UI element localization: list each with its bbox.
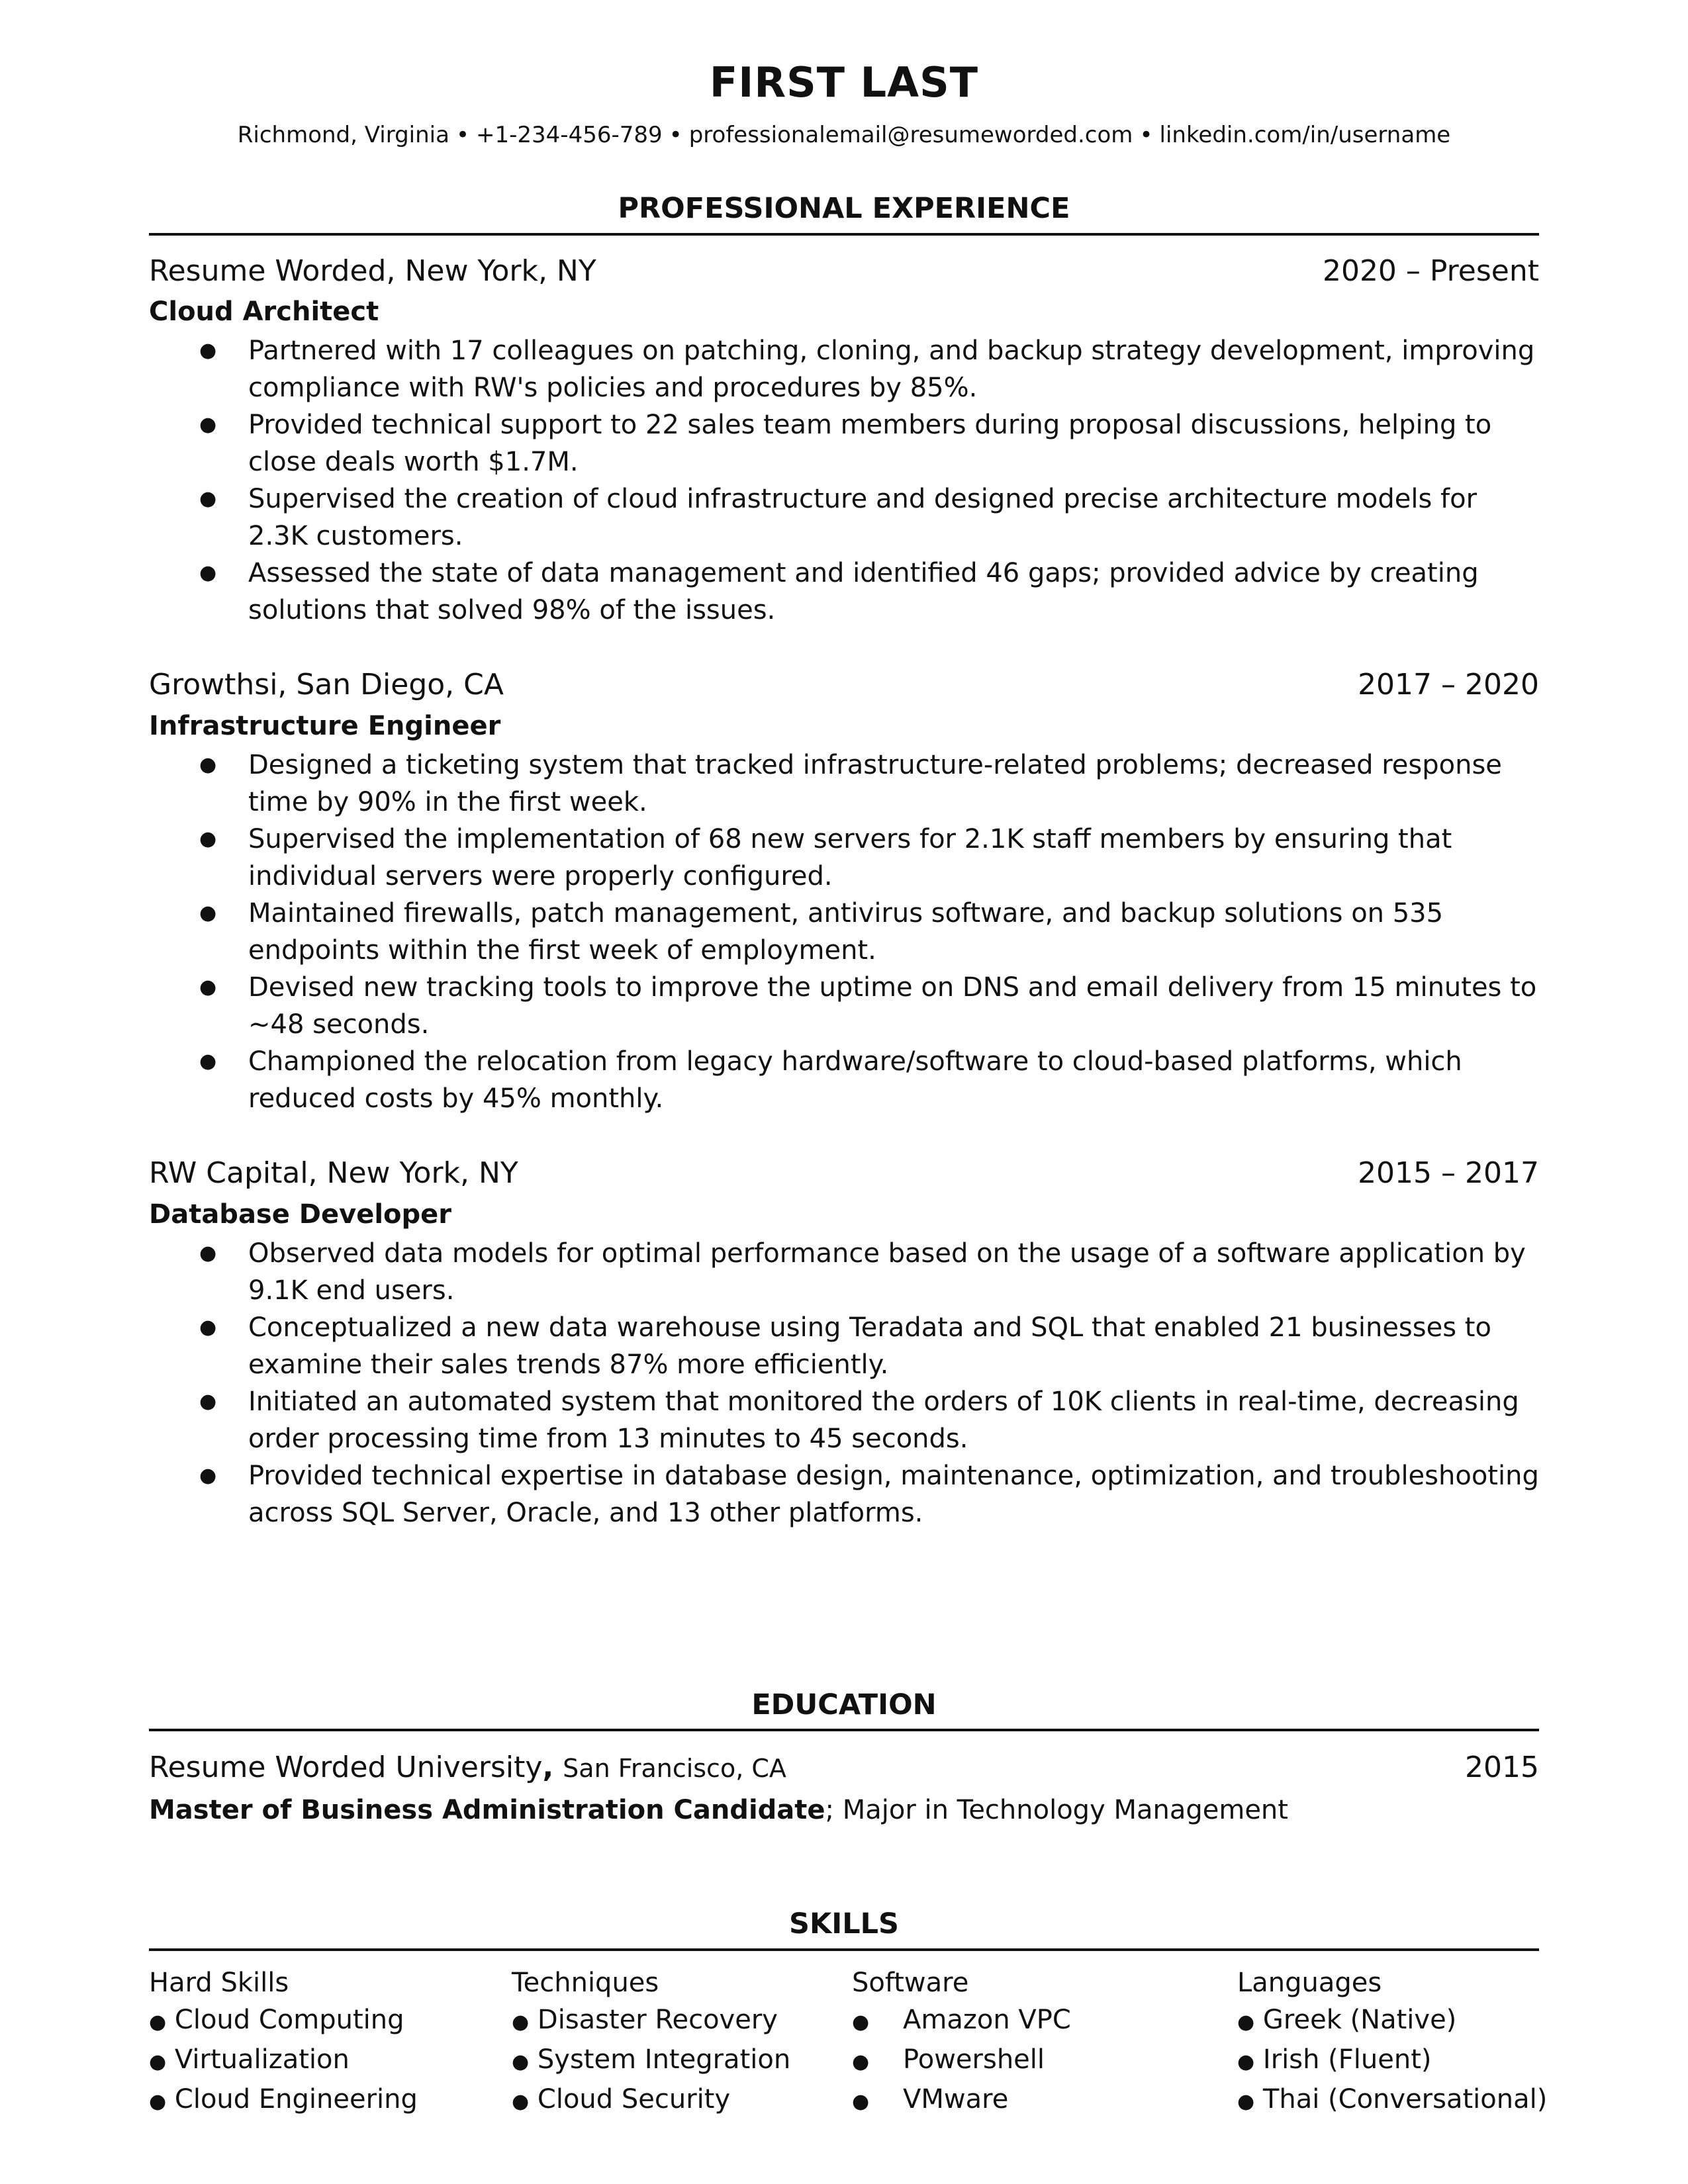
- bullet-icon: ●: [199, 827, 217, 850]
- bullet-icon: ●: [199, 1390, 217, 1413]
- skill-item: [149, 2001, 418, 2041]
- skills-column-heading: Software: [852, 1968, 969, 1998]
- education-school-line: [149, 1751, 786, 1784]
- skill-item: [1237, 2081, 1547, 2120]
- skills-column-hard-skills: [149, 1964, 418, 2120]
- list-item: [149, 332, 1539, 406]
- section-divider: [149, 1729, 1539, 1731]
- bullet-text: Supervised the creation of cloud infrastructure and designed precise architecture models for 2.3K customers.: [248, 484, 1477, 551]
- skill-item: [852, 2041, 1071, 2081]
- skill-item: [512, 2041, 790, 2081]
- skills-column-techniques: [512, 1964, 790, 2120]
- skill-item: [512, 2001, 790, 2041]
- bullet-icon: ●: [199, 339, 217, 362]
- skill-item: [852, 2081, 1071, 2120]
- job-role: Database Developer: [149, 1199, 452, 1230]
- bullet-icon: ●: [199, 901, 217, 925]
- skill-label: Virtualization: [174, 2044, 350, 2075]
- bullet-icon: ●: [512, 2011, 530, 2034]
- job-company: RW Capital, New York, NY: [149, 1156, 518, 1190]
- bullet-icon: ●: [199, 976, 217, 999]
- skills-column-languages: [1237, 1964, 1547, 2120]
- bullet-icon: ●: [852, 2011, 870, 2034]
- contact-location: Richmond, Virginia: [237, 122, 449, 148]
- bullet-icon: ●: [512, 2050, 530, 2073]
- bullet-icon: ●: [199, 1464, 217, 1487]
- candidate-name: FIRST LAST: [709, 58, 979, 107]
- bullet-icon: ●: [512, 2090, 530, 2113]
- skill-label: VMware: [903, 2084, 1009, 2115]
- skills-column-heading: Hard Skills: [149, 1968, 289, 1998]
- education-major: Major in Technology Management: [842, 1795, 1288, 1825]
- job-dates: 2015 – 2017: [1358, 1156, 1539, 1190]
- list-item: [149, 1043, 1539, 1117]
- list-item: [149, 969, 1539, 1043]
- education-location: San Francisco, CA: [563, 1754, 786, 1783]
- skill-item: [1237, 2001, 1547, 2041]
- bullet-icon: ●: [199, 1242, 217, 1265]
- contact-email[interactable]: professionalemail@resumeworded.com: [688, 122, 1133, 148]
- skills-column-heading: Techniques: [512, 1968, 659, 1998]
- list-item: [149, 555, 1539, 629]
- bullet-text: Designed a ticketing system that tracked infrastructure-related problems; decreased response time by 90% in the first week.: [248, 750, 1502, 817]
- skill-item: [852, 2001, 1071, 2041]
- contact-separator: •: [669, 122, 682, 148]
- skill-label: Amazon VPC: [903, 2005, 1071, 2035]
- education-degree-line: [149, 1795, 1539, 1825]
- job-company: Growthsi, San Diego, CA: [149, 668, 504, 702]
- list-item: [149, 480, 1539, 555]
- section-title-experience: PROFESSIONAL EXPERIENCE: [618, 192, 1070, 225]
- bullet-icon: ●: [199, 413, 217, 436]
- contact-separator: •: [1139, 122, 1153, 148]
- job-dates: 2017 – 2020: [1358, 668, 1539, 702]
- bullet-text: Devised new tracking tools to improve the uptime on DNS and email delivery from 15 minutes to ~48 seconds.: [248, 972, 1537, 1040]
- skill-label: Greek (Native): [1262, 2005, 1457, 2035]
- bullet-icon: ●: [1237, 2090, 1255, 2113]
- list-item: [149, 895, 1539, 969]
- bullet-icon: ●: [1237, 2011, 1255, 2034]
- contact-separator: •: [455, 122, 470, 148]
- job-header: [149, 254, 1539, 288]
- job-bullet-list: [149, 332, 1539, 629]
- bullet-text: Initiated an automated system that monitored the orders of 10K clients in real-time, decreasing order processing time from 13 minutes to 45 seconds.: [248, 1387, 1519, 1454]
- skill-label: Cloud Computing: [174, 2005, 404, 2035]
- bullet-text: Observed data models for optimal performance based on the usage of a software application by 9.1K end users.: [248, 1238, 1526, 1306]
- bullet-icon: ●: [199, 561, 217, 584]
- bullet-text: Championed the relocation from legacy hardware/software to cloud-based platforms, which reduced costs by 45% monthly.: [248, 1046, 1462, 1114]
- education-degree: Master of Business Administration Candidate: [149, 1795, 825, 1825]
- bullet-icon: ●: [199, 753, 217, 776]
- skill-item: [149, 2041, 418, 2081]
- section-divider: [149, 1948, 1539, 1951]
- education-school-separator: ,: [542, 1751, 554, 1784]
- job-dates: 2020 – Present: [1322, 254, 1539, 288]
- skill-label: Thai (Conversational): [1262, 2084, 1548, 2115]
- list-item: [149, 1457, 1539, 1531]
- job-bullet-list: [149, 1235, 1539, 1531]
- bullet-text: Provided technical expertise in database design, maintenance, optimization, and troubleshooting across SQL Server, Oracle, and 13 other platforms.: [248, 1461, 1539, 1528]
- skill-item: [149, 2081, 418, 2120]
- list-item: [149, 406, 1539, 480]
- job-role: Infrastructure Engineer: [149, 711, 501, 741]
- contact-linkedin[interactable]: linkedin.com/in/username: [1159, 122, 1451, 148]
- job-role: Cloud Architect: [149, 296, 379, 327]
- education-degree-separator: ;: [825, 1795, 835, 1825]
- list-item: [149, 1383, 1539, 1457]
- bullet-text: Assessed the state of data management and identified 46 gaps; provided advice by creating solutions that solved 98% of the issues.: [248, 558, 1479, 625]
- list-item: [149, 1235, 1539, 1309]
- bullet-icon: ●: [852, 2050, 870, 2073]
- skill-item: [512, 2081, 790, 2120]
- bullet-text: Supervised the implementation of 68 new servers for 2.1K staff members by ensuring that individual servers were properly configured.: [248, 824, 1452, 891]
- bullet-icon: ●: [149, 2090, 167, 2113]
- education-year: 2015: [1465, 1751, 1539, 1784]
- skills-column-heading: Languages: [1237, 1968, 1382, 1998]
- skill-label: Cloud Security: [537, 2084, 731, 2115]
- education-school: Resume Worded University: [149, 1751, 543, 1784]
- bullet-icon: ●: [149, 2011, 167, 2034]
- skill-label: Disaster Recovery: [537, 2005, 778, 2035]
- bullet-text: Provided technical support to 22 sales team members during proposal discussions, helping to close deals worth $1.7M.: [248, 410, 1492, 477]
- bullet-icon: ●: [199, 487, 217, 510]
- section-title-skills: SKILLS: [788, 1907, 900, 1940]
- bullet-text: Maintained firewalls, patch management, antivirus software, and backup solutions on 535 endpoints within the first week of employment.: [248, 898, 1444, 966]
- bullet-text: Partnered with 17 colleagues on patching, cloning, and backup strategy development, improving compliance with RW's policies and procedures by 85%.: [248, 336, 1535, 403]
- contact-phone: +1-234-456-789: [476, 122, 663, 148]
- section-divider: [149, 233, 1539, 236]
- bullet-icon: ●: [149, 2050, 167, 2073]
- list-item: [149, 821, 1539, 895]
- bullet-icon: ●: [199, 1316, 217, 1339]
- skill-item: [1237, 2041, 1547, 2081]
- contact-line: [149, 122, 1539, 148]
- skill-label: System Integration: [537, 2044, 791, 2075]
- list-item: [149, 747, 1539, 821]
- job-company: Resume Worded, New York, NY: [149, 254, 596, 288]
- bullet-icon: ●: [1237, 2050, 1255, 2073]
- skill-label: Irish (Fluent): [1262, 2044, 1432, 2075]
- skill-label: Cloud Engineering: [174, 2084, 418, 2115]
- skill-label: Powershell: [903, 2044, 1045, 2075]
- section-title-education: EDUCATION: [751, 1688, 937, 1721]
- job-bullet-list: [149, 747, 1539, 1117]
- bullet-text: Conceptualized a new data warehouse using Teradata and SQL that enabled 21 businesses to examine their sales trends 87% more efficiently.: [248, 1312, 1491, 1380]
- bullet-icon: ●: [199, 1050, 217, 1073]
- job-header: [149, 1156, 1539, 1190]
- job-header: [149, 668, 1539, 702]
- list-item: [149, 1309, 1539, 1383]
- skills-grid: [149, 1964, 1548, 2115]
- bullet-icon: ●: [852, 2090, 870, 2113]
- education-header: [149, 1751, 1539, 1784]
- skills-column-software: [852, 1964, 1071, 2120]
